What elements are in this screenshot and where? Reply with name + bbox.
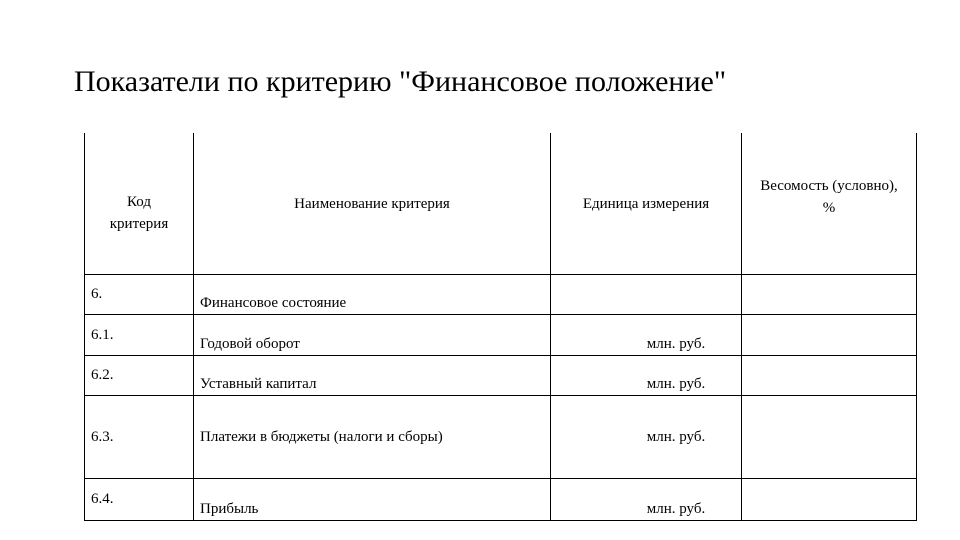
header-name	[194, 133, 551, 275]
row-name: Прибыль	[194, 479, 551, 521]
header-weight	[742, 133, 917, 275]
criteria-table	[84, 133, 917, 521]
row-weight	[742, 356, 917, 396]
table-header-row	[85, 133, 917, 275]
row-code: 6.1.	[85, 315, 194, 356]
row-unit: млн. руб.	[551, 315, 742, 356]
row-code: 6.	[85, 275, 194, 315]
row-name: Финансовое состояние	[194, 275, 551, 315]
row-code: 6.3.	[85, 396, 194, 479]
row-unit: млн. руб.	[551, 479, 742, 521]
table-row	[85, 275, 917, 315]
row-name: Платежи в бюджеты (налоги и сборы)	[194, 396, 551, 479]
table-row	[85, 396, 917, 479]
table-row	[85, 479, 917, 521]
row-name: Уставный капитал	[194, 356, 551, 396]
header-code	[85, 133, 194, 275]
header-name-label: Наименование критерия	[294, 195, 450, 212]
row-weight	[742, 396, 917, 479]
row-weight	[742, 479, 917, 521]
header-unit-label: Единица измерения	[582, 195, 710, 212]
header-code-line1: Код	[127, 193, 151, 210]
row-unit	[551, 275, 742, 315]
slide-title: Показатели по критерию "Финансовое положение"	[74, 65, 727, 98]
header-code-line2: критерия	[109, 215, 169, 232]
row-unit: млн. руб.	[551, 356, 742, 396]
table-row	[85, 315, 917, 356]
header-unit	[551, 133, 742, 275]
row-code: 6.4.	[85, 479, 194, 521]
row-weight	[742, 315, 917, 356]
row-name: Годовой оборот	[194, 315, 551, 356]
header-weight-line2: %	[822, 199, 836, 216]
row-weight	[742, 275, 917, 315]
row-code: 6.2.	[85, 356, 194, 396]
header-weight-line1: Весомость (условно),	[760, 177, 898, 194]
row-unit: млн. руб.	[551, 396, 742, 479]
table-row	[85, 356, 917, 396]
